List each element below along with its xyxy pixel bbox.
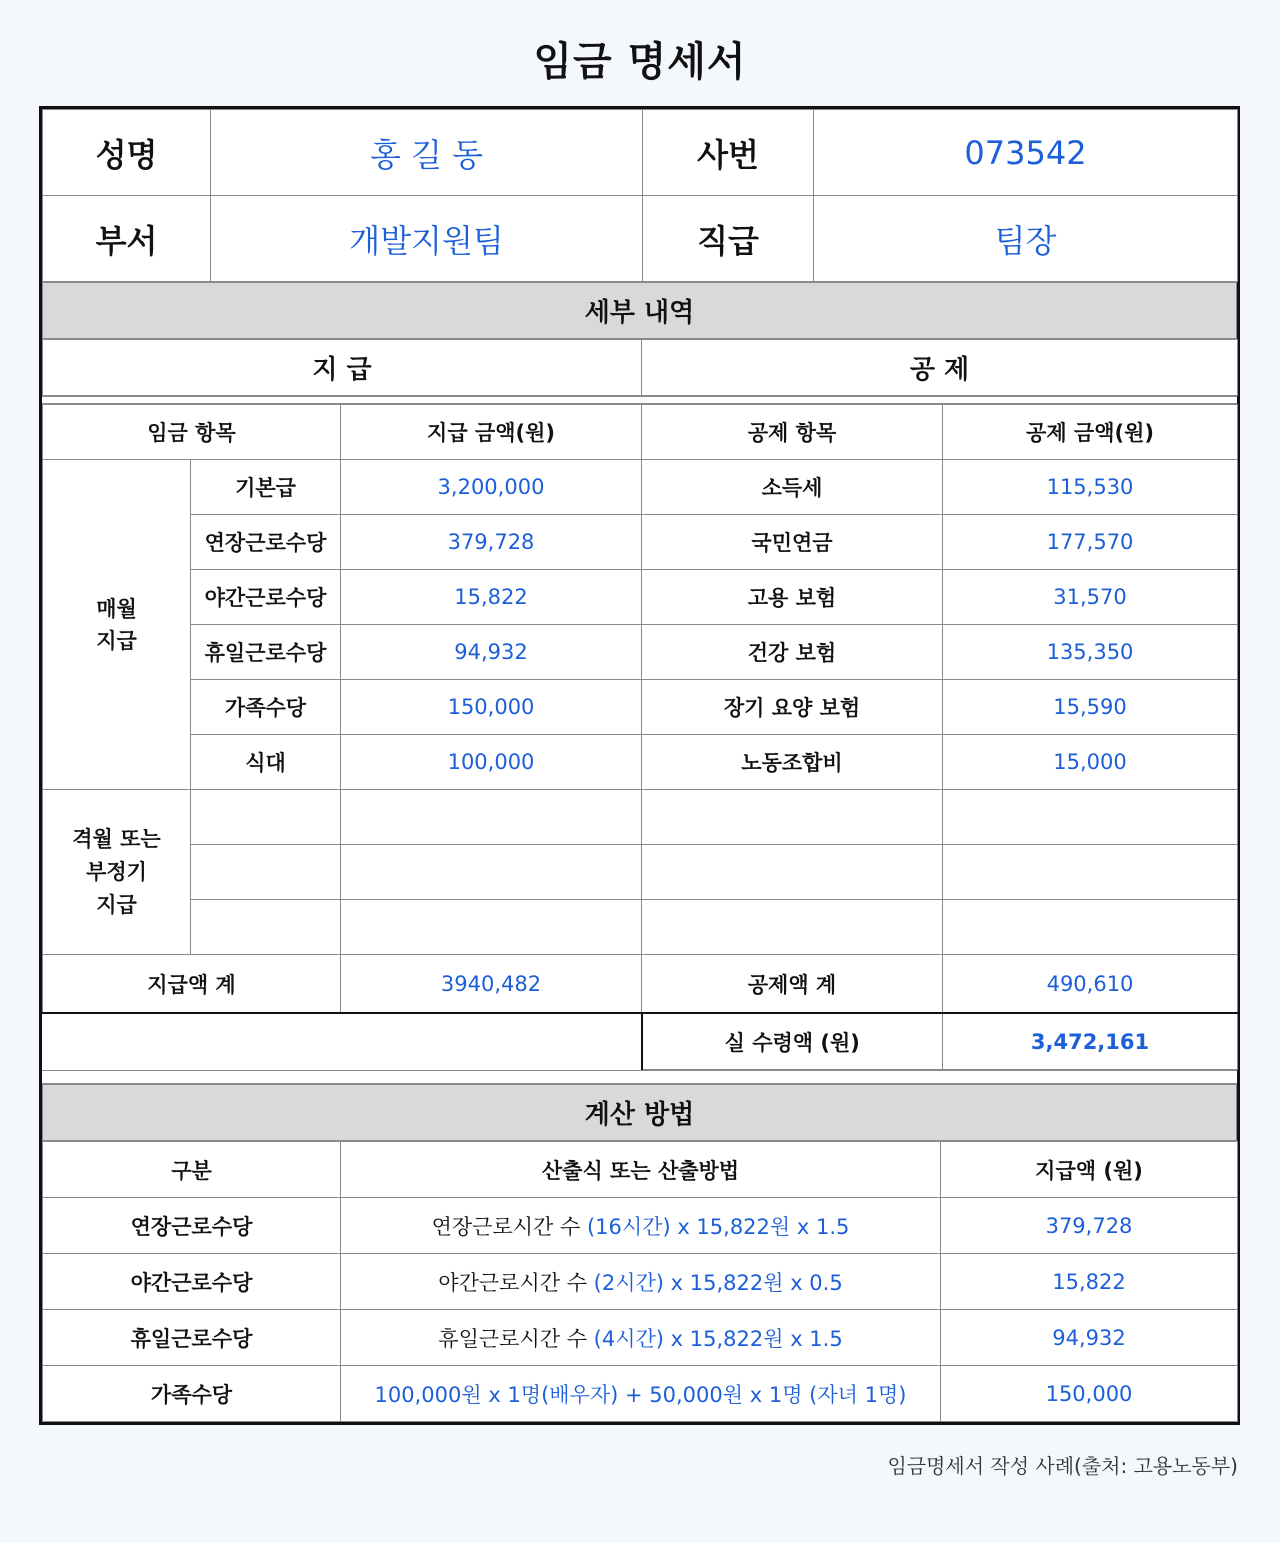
empty-cell: [341, 900, 642, 955]
rank-label: 직급: [643, 196, 814, 282]
pay-item-amount: 100,000: [341, 735, 642, 790]
col-pay-amount: 지급 금액(원): [341, 405, 642, 460]
col-kind: 구분: [43, 1142, 341, 1198]
calc-kind: 가족수당: [43, 1366, 341, 1422]
calc-amount: 379,728: [941, 1198, 1238, 1254]
pay-item-name: 연장근로수당: [191, 515, 341, 570]
calc-kind: 야간근로수당: [43, 1254, 341, 1310]
calc-amount: 150,000: [941, 1366, 1238, 1422]
col-amount: 지급액 (원): [941, 1142, 1238, 1198]
employee-rank: 팀장: [814, 196, 1238, 282]
calc-formula: 야간근로시간 수 (2시간) x 15,822원 x 0.5: [341, 1254, 941, 1310]
empty-cell: [191, 900, 341, 955]
calc-formula: 휴일근로시간 수 (4시간) x 15,822원 x 1.5: [341, 1310, 941, 1366]
calc-formula: 100,000원 x 1명(배우자) + 50,000원 x 1명 (자녀 1명): [341, 1366, 941, 1422]
calc-band-title: 계산 방법: [43, 1085, 1237, 1141]
calc-amount: 15,822: [941, 1254, 1238, 1310]
dept-label: 부서: [43, 196, 211, 282]
col-deduct-item: 공제 항목: [642, 405, 943, 460]
pay-item-amount: 3,200,000: [341, 460, 642, 515]
deduct-item-name: 노동조합비: [642, 735, 943, 790]
deduct-item-amount: 31,570: [943, 570, 1238, 625]
deduct-total-label: 공제액 계: [642, 955, 943, 1014]
source-note: 임금명세서 작성 사례(출처: 고용노동부): [887, 1454, 1238, 1478]
pay-section-title: 지 급: [43, 340, 642, 396]
calc-kind: 연장근로수당: [43, 1198, 341, 1254]
net-pay-label: 실 수령액 (원): [642, 1013, 943, 1070]
pay-item-name: 휴일근로수당: [191, 625, 341, 680]
empty-cell: [943, 845, 1238, 900]
empty-cell: [191, 845, 341, 900]
employee-dept: 개발지원팀: [211, 196, 643, 282]
deduct-item-amount: 15,590: [943, 680, 1238, 735]
pay-item-amount: 379,728: [341, 515, 642, 570]
details-band-title: 세부 내역: [43, 283, 1237, 339]
monthly-pay-label: 매월 지급: [43, 460, 191, 790]
empty-cell: [341, 790, 642, 845]
empty-cell: [43, 1013, 642, 1070]
net-pay: 3,472,161: [943, 1013, 1238, 1070]
empty-cell: [943, 790, 1238, 845]
pay-item-name: 야간근로수당: [191, 570, 341, 625]
deduct-item-name: 소득세: [642, 460, 943, 515]
details-table: [42, 404, 1238, 1070]
pay-item-name: 식대: [191, 735, 341, 790]
irregular-pay-label: 격월 또는 부정기 지급: [43, 790, 191, 955]
pay-deduct-header: [42, 339, 1238, 396]
details-band: [42, 282, 1237, 339]
employee-id-label: 사번: [643, 110, 814, 196]
spacer: [42, 396, 1237, 404]
col-pay-item: 임금 항목: [43, 405, 341, 460]
calc-kind: 휴일근로수당: [43, 1310, 341, 1366]
col-formula: 산출식 또는 산출방법: [341, 1142, 941, 1198]
calc-table: [42, 1141, 1238, 1422]
deduct-item-name: 장기 요양 보험: [642, 680, 943, 735]
deduct-item-amount: 177,570: [943, 515, 1238, 570]
empty-cell: [341, 845, 642, 900]
deduct-item-name: 건강 보험: [642, 625, 943, 680]
calc-band: [42, 1084, 1237, 1141]
payslip-sheet: [39, 106, 1240, 1425]
calc-amount: 94,932: [941, 1310, 1238, 1366]
col-deduct-amount: 공제 금액(원): [943, 405, 1238, 460]
pay-item-amount: 150,000: [341, 680, 642, 735]
page-title: 임금 명세서: [533, 39, 747, 85]
empty-cell: [191, 790, 341, 845]
pay-total: 3940,482: [341, 955, 642, 1014]
deduct-section-title: 공 제: [642, 340, 1238, 396]
deduct-item-amount: 15,000: [943, 735, 1238, 790]
empty-cell: [642, 845, 943, 900]
calc-formula: 연장근로시간 수 (16시간) x 15,822원 x 1.5: [341, 1198, 941, 1254]
empty-cell: [642, 790, 943, 845]
deduct-total: 490,610: [943, 955, 1238, 1014]
empty-cell: [943, 900, 1238, 955]
name-label: 성명: [43, 110, 211, 196]
deduct-item-amount: 135,350: [943, 625, 1238, 680]
employee-name: 홍 길 동: [211, 110, 643, 196]
gap: [42, 1070, 1237, 1084]
pay-item-amount: 94,932: [341, 625, 642, 680]
employee-info-table: [42, 109, 1238, 282]
empty-cell: [642, 900, 943, 955]
pay-item-name: 가족수당: [191, 680, 341, 735]
deduct-item-name: 국민연금: [642, 515, 943, 570]
pay-item-amount: 15,822: [341, 570, 642, 625]
pay-item-name: 기본급: [191, 460, 341, 515]
deduct-item-amount: 115,530: [943, 460, 1238, 515]
pay-total-label: 지급액 계: [43, 955, 341, 1014]
deduct-item-name: 고용 보험: [642, 570, 943, 625]
employee-id: 073542: [814, 110, 1238, 196]
